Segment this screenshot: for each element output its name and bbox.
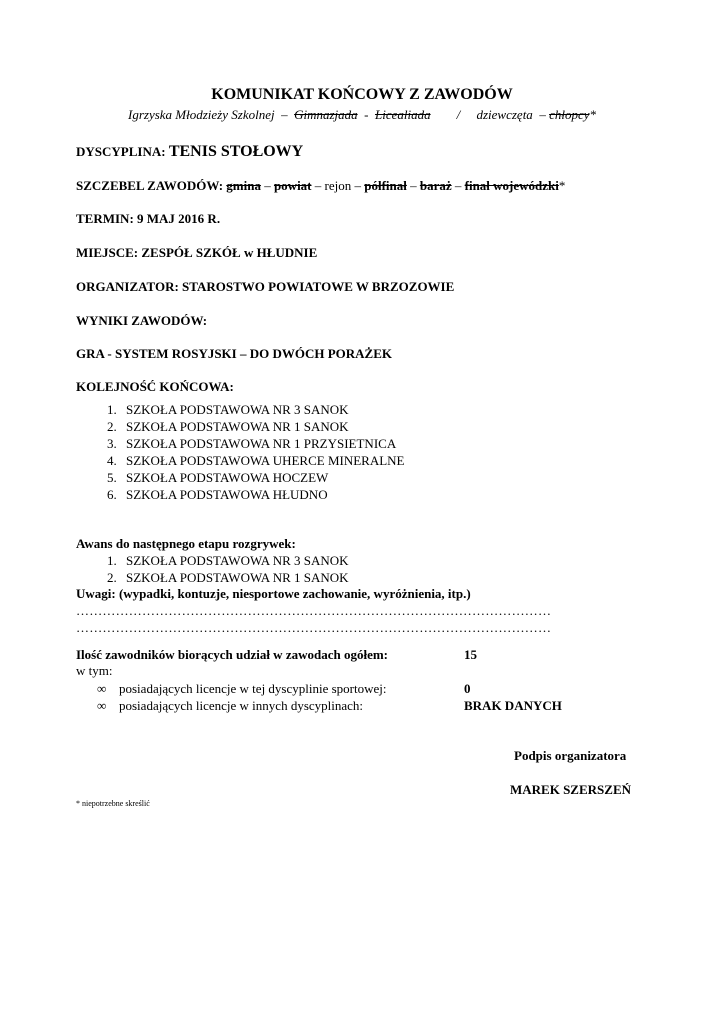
remarks-row — [76, 586, 471, 602]
miejsce-row: MIEJSCE: ZESPÓŁ SZKÓŁ w HŁUDNIE — [76, 245, 318, 260]
ranking-item: 1. SZKOŁA PODSTAWOWA NR 3 SANOK — [120, 401, 405, 418]
asterisk-mark: * — [589, 107, 596, 122]
level-dash: – — [410, 178, 417, 193]
asterisk-mark: * — [558, 178, 566, 193]
ranking-item: 2. SZKOŁA PODSTAWOWA NR 1 SANOK — [120, 418, 405, 435]
subtitle-sep: – — [539, 107, 546, 122]
girls-option: dziewczęta — [476, 107, 533, 122]
ranking-heading: KOLEJNOŚĆ KOŃCOWA: — [76, 379, 234, 394]
ranking-item: 4. SZKOŁA PODSTAWOWA UHERCE MINERALNE — [120, 452, 405, 469]
subtitle-sep: – — [281, 107, 288, 122]
level-dash: – — [454, 178, 462, 193]
level-polfinal: półfinał — [364, 178, 407, 193]
remarks-line: ……………………………………………………………………………………………… — [76, 620, 552, 635]
license-other-value: BRAK DANYCH — [464, 698, 562, 713]
advancement-item: 2. SZKOŁA PODSTAWOWA NR 1 SANOK — [120, 569, 349, 586]
level-gmina: gmina — [226, 178, 261, 193]
ranking-item: 6. SZKOŁA PODSTAWOWA HŁUDNO — [120, 486, 405, 503]
ranking-item: 3. SZKOŁA PODSTAWOWA NR 1 PRZYSIETNICA — [120, 435, 405, 452]
gimnazjada-option: Gimnazjada — [294, 107, 358, 122]
licealiada-option: Licealiada — [375, 107, 431, 122]
level-label: SZCZEBEL ZAWODÓW: — [76, 178, 224, 193]
level-rejon: rejon — [324, 178, 352, 193]
remarks-hint: (wypadki, kontuzje, niesportowe zachowanie, wyróżnienia, itp.) — [118, 586, 471, 601]
remarks-label: Uwagi: — [76, 586, 116, 601]
advancement-heading: Awans do następnego etapu rozgrywek: — [76, 536, 296, 551]
level-baraz: baraż — [419, 178, 452, 193]
remarks-line: ……………………………………………………………………………………………… — [76, 603, 552, 618]
organizator-row: ORGANIZATOR: STAROSTWO POWIATOWE W BRZOZOWIE — [76, 279, 455, 294]
level-dash: – — [354, 178, 361, 193]
footnote: * niepotrzebne skreślić — [76, 799, 150, 808]
license-this-label: posiadających licencje w tej dyscyplinie sportowej: — [119, 681, 387, 696]
participants-label: Ilość zawodników biorących udział w zawodach ogółem: — [76, 647, 388, 662]
ranking-list — [76, 401, 405, 503]
signature-name: MAREK SZERSZEŃ — [510, 782, 631, 797]
level-final: finał wojewódzki — [464, 178, 559, 193]
level-row — [76, 178, 565, 194]
system-row: GRA - SYSTEM ROSYJSKI – DO DWÓCH PORAŻEK — [76, 346, 393, 361]
discipline-label: DYSCYPLINA: — [76, 144, 166, 159]
participants-value: 15 — [464, 647, 477, 662]
level-dash: – — [264, 178, 271, 193]
subtitle-sep: - — [364, 107, 369, 122]
participants-wtym: w tym: — [76, 663, 113, 678]
subtitle-slash: / — [456, 107, 461, 122]
signature-label: Podpis organizatora — [514, 748, 627, 763]
infinity-bullet-icon: ∞ — [97, 681, 107, 696]
games-name: Igrzyska Młodzieży Szkolnej — [128, 107, 275, 122]
discipline-row — [76, 143, 303, 161]
subtitle-line — [0, 107, 724, 123]
discipline-value: TENIS STOŁOWY — [168, 143, 304, 160]
license-this-row — [97, 681, 387, 697]
ranking-item: 5. SZKOŁA PODSTAWOWA HOCZEW — [120, 469, 405, 486]
license-other-row — [97, 698, 363, 714]
advancement-item: 1. SZKOŁA PODSTAWOWA NR 3 SANOK — [120, 552, 349, 569]
infinity-bullet-icon: ∞ — [97, 698, 107, 713]
level-powiat: powiat — [273, 178, 312, 193]
wyniki-heading: WYNIKI ZAWODÓW: — [76, 313, 208, 328]
boys-option: chłopcy — [549, 107, 590, 122]
advancement-list — [76, 552, 349, 586]
license-this-value: 0 — [464, 681, 471, 696]
termin-row: TERMIN: 9 MAJ 2016 R. — [76, 211, 221, 226]
document-title: KOMUNIKAT KOŃCOWY Z ZAWODÓW — [211, 86, 513, 103]
license-other-label: posiadających licencje w innych dyscyplinach: — [119, 698, 364, 713]
level-dash: – — [314, 178, 322, 193]
